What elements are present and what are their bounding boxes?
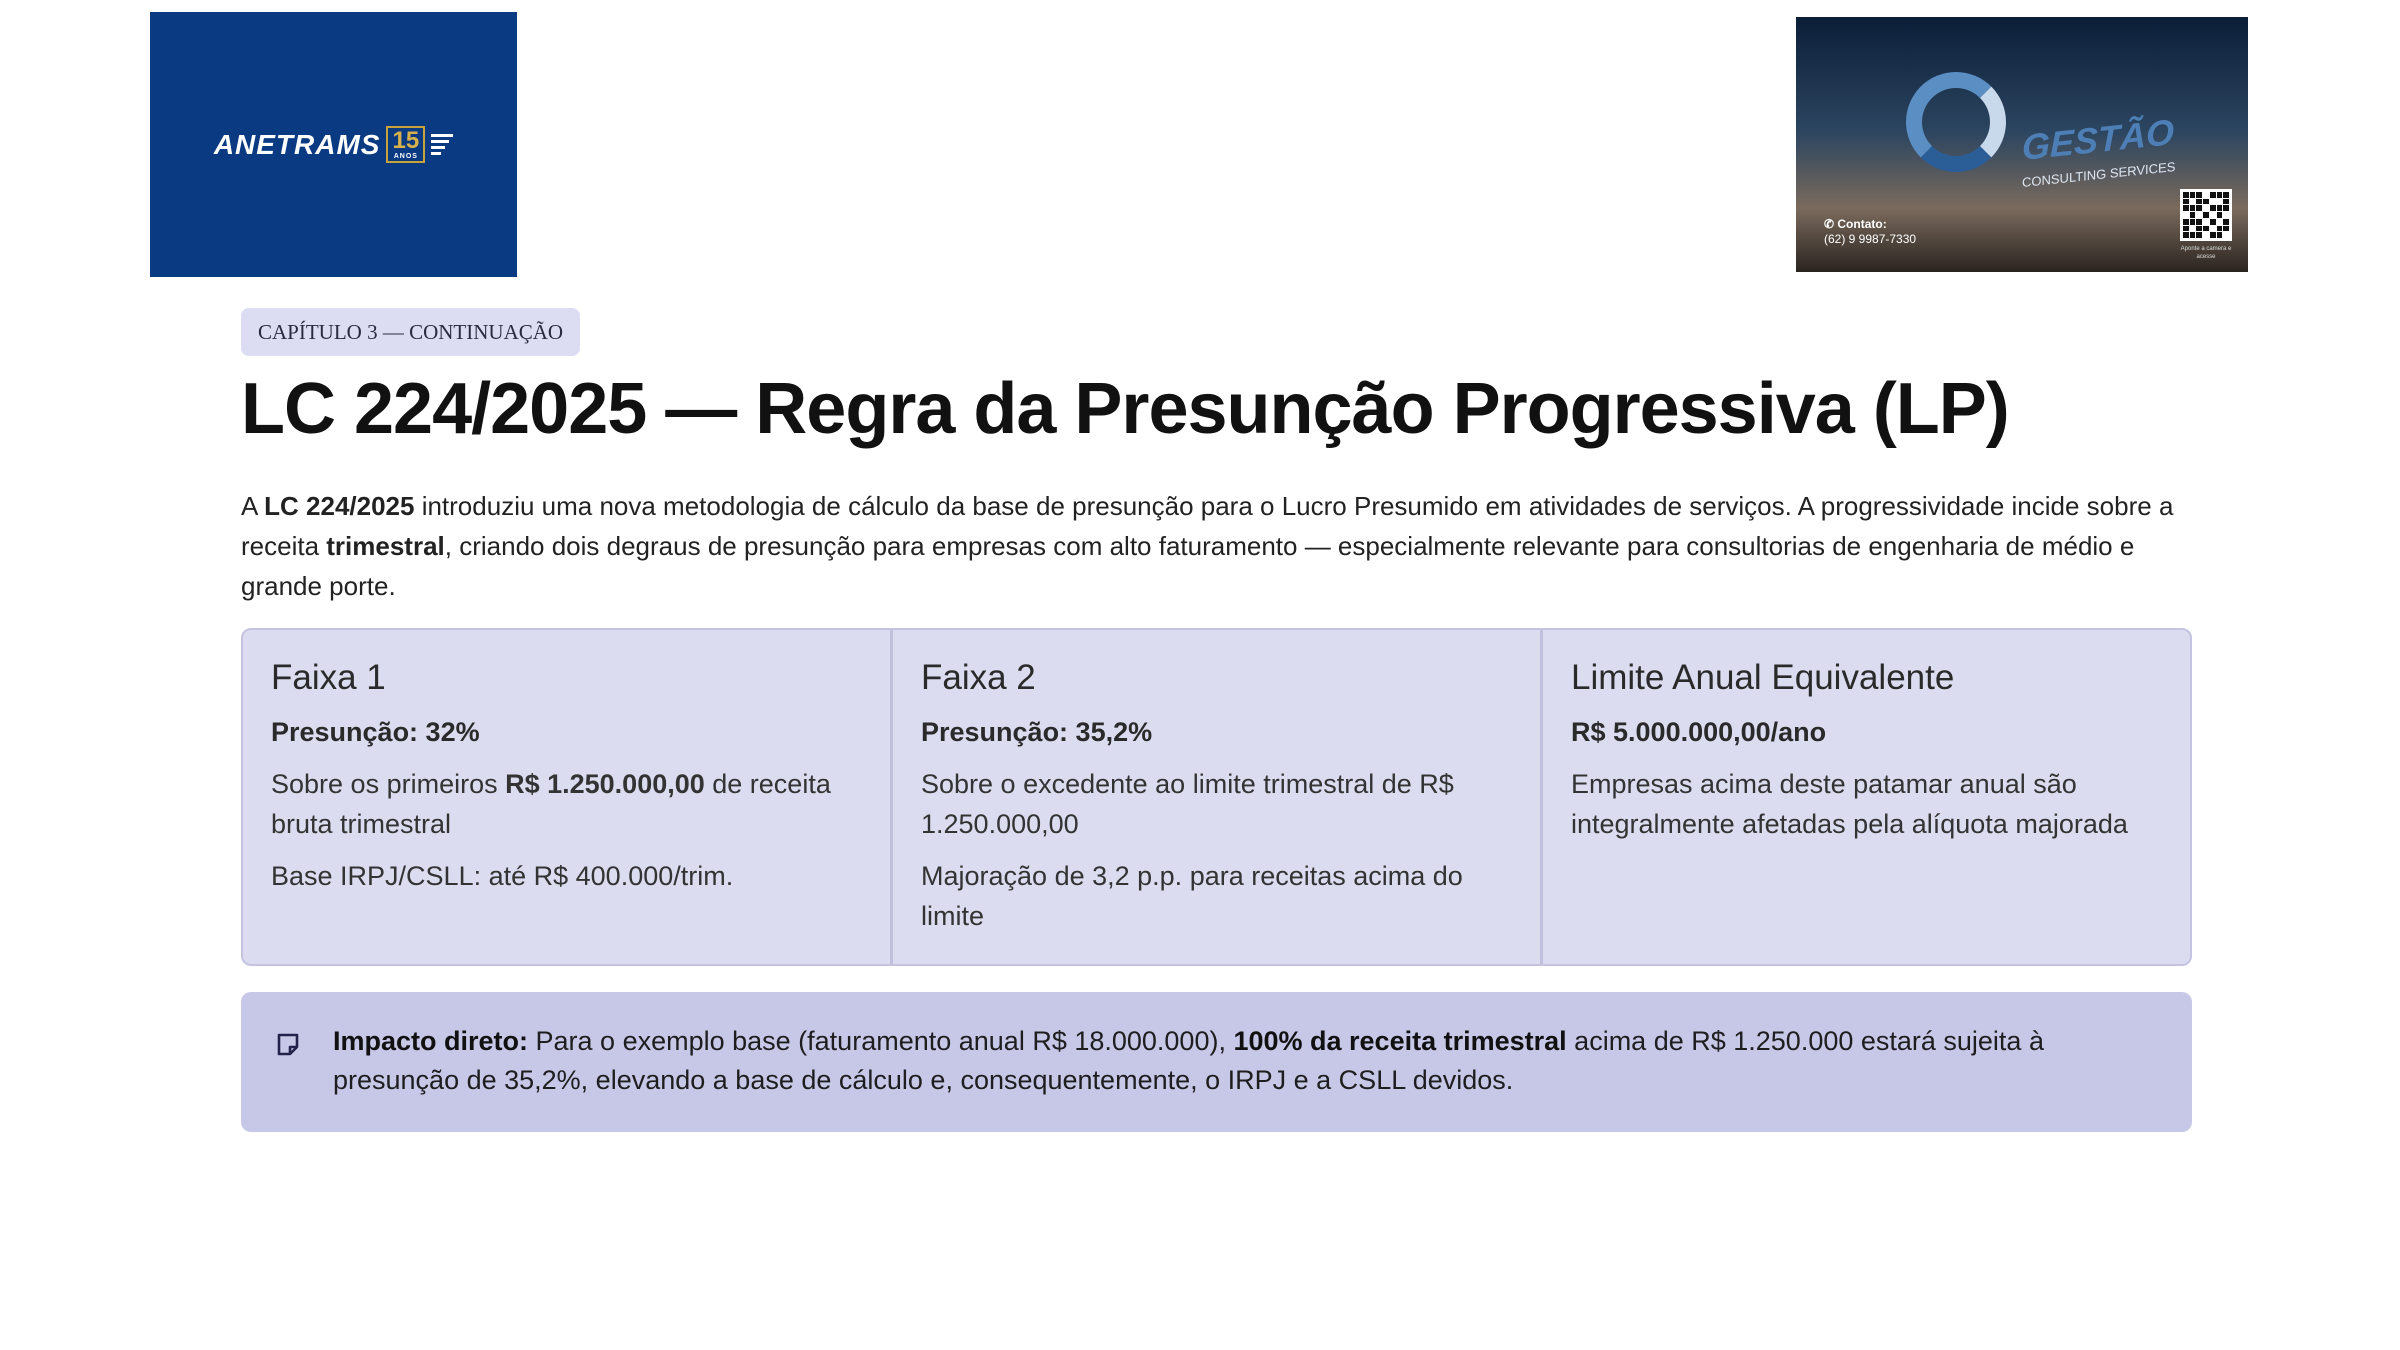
card-subtitle: Presunção: 32% [271, 717, 480, 747]
intro-text-1: A [241, 491, 265, 521]
anetrams-brand-text: ANETRAMS [213, 128, 381, 160]
card-subtitle: Presunção: 35,2% [921, 717, 1153, 747]
chapter-badge: CAPÍTULO 3 — CONTINUAÇÃO [241, 308, 580, 356]
card-faixa-2 [890, 630, 1540, 964]
swirl-emblem-icon [1906, 72, 2006, 172]
card-description [271, 764, 862, 844]
card-highlight: 3,2 p.p. [1092, 861, 1183, 891]
card-text: de receita bruta trimestral [271, 769, 831, 839]
card-note [921, 856, 1512, 936]
contact-phone: (62) 9 9987-7330 [1824, 232, 1917, 246]
impact-label: Impacto direto: [333, 1026, 529, 1056]
contact-label: ✆ Contato: [1824, 217, 1887, 231]
gestao-logo [1796, 17, 2248, 272]
impact-text-1: Para o exemplo base (faturamento anual R$ 18.000.000), [528, 1026, 1234, 1056]
card-description: Sobre o excedente ao limite trimestral de R$ 1.250.000,00 [921, 769, 1454, 839]
impact-text [333, 1022, 2152, 1100]
card-text: para receitas acima do limite [921, 861, 1463, 931]
gestao-brand-text: GESTÃO [2022, 111, 2175, 168]
badge-sub: ANOS [393, 153, 418, 160]
intro-paragraph [241, 486, 2191, 606]
impact-bold: 100% da receita trimestral [1233, 1026, 1567, 1056]
fifteen-years-badge [386, 126, 425, 163]
impact-callout [241, 992, 2192, 1132]
card-faixa-1 [243, 630, 890, 964]
card-title: Limite Anual Equivalente [1571, 658, 1955, 697]
arrow-lines-icon [431, 134, 453, 155]
card-text: Sobre os primeiros [271, 769, 506, 799]
tier-cards [241, 628, 2192, 966]
page-title: LC 224/2025 — Regra da Presunção Progressiva (LP) [241, 369, 2009, 449]
intro-text-3: , criando dois degraus de presunção para empresas com alto faturamento — especialmente relevante para consultorias de engenharia de médio e grande porte. [241, 531, 2135, 601]
card-text: Majoração de [921, 861, 1093, 891]
card-description: Empresas acima deste patamar anual são integralmente afetadas pela alíquota majorada [1571, 769, 2128, 839]
intro-bold-lc: LC 224/2025 [264, 491, 415, 521]
card-title: Faixa 2 [921, 658, 1036, 697]
anetrams-logo [150, 12, 517, 277]
card-note: Base IRPJ/CSLL: até R$ 400.000/trim. [271, 861, 734, 891]
impact-text-2: acima de R$ 1.250.000 estará sujeita à presunção de 35,2%, elevando a base de cálculo e, consequentemente, o IRPJ e a CSLL devidos. [333, 1026, 2044, 1095]
gestao-brand-sub: CONSULTING SERVICES [2022, 158, 2176, 191]
badge-number: 15 [392, 127, 420, 154]
intro-text-2: introduziu uma nova metodologia de cálculo da base de presunção para o Lucro Presumido em atividades de serviços. A progressividade incide sobre a receita [241, 491, 2174, 561]
card-bold-amount: R$ 1.250.000,00 [505, 769, 705, 799]
intro-bold-trimestral: trimestral [326, 531, 445, 561]
qr-caption: Aponte a camera e acesse [2180, 246, 2232, 260]
card-subtitle: R$ 5.000.000,00/ano [1571, 717, 1827, 747]
note-icon [275, 1032, 301, 1058]
qr-code-icon [2180, 189, 2232, 241]
card-limite-anual [1540, 630, 2190, 964]
contact-block [1824, 217, 1916, 247]
card-title: Faixa 1 [271, 658, 386, 697]
